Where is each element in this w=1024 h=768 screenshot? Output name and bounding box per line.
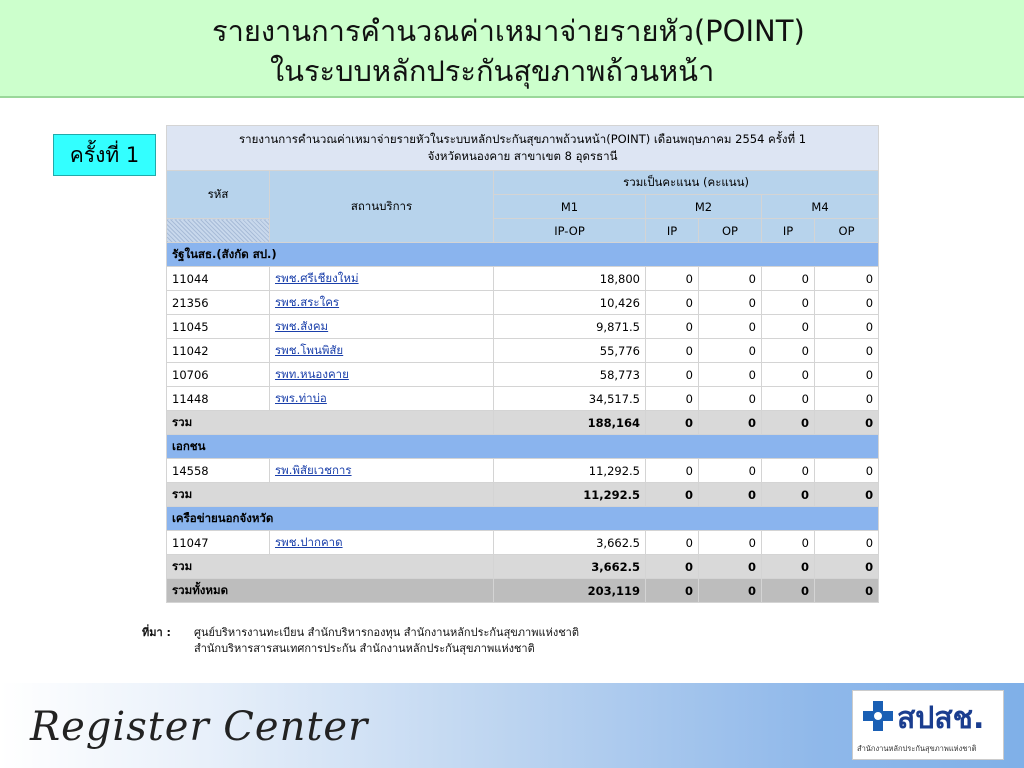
score-m4op: 0: [815, 267, 879, 291]
facility-code: 11044: [167, 267, 270, 291]
facility-code: 11045: [167, 315, 270, 339]
source-note: [142, 625, 579, 657]
score-m1: 3,662.5: [494, 531, 646, 555]
grand-total-label: รวมทั้งหมด: [167, 579, 494, 603]
score-m4ip: 0: [762, 531, 815, 555]
score-m2ip: 0: [646, 363, 699, 387]
subtotal-m1: 188,164: [494, 411, 646, 435]
table-row: [167, 387, 879, 411]
nhso-logo: [852, 690, 1004, 760]
score-m4ip: 0: [762, 267, 815, 291]
subtotal-label: รวม: [167, 411, 494, 435]
header-facility: สถานบริการ: [270, 171, 494, 243]
facility-code: 10706: [167, 363, 270, 387]
table-row: [167, 339, 879, 363]
subtotal-m4op: 0: [815, 555, 879, 579]
source-label: ที่มา :: [142, 626, 171, 639]
header-m2-op: OP: [699, 219, 762, 243]
score-m2op: 0: [699, 387, 762, 411]
facility-name-cell: [270, 531, 494, 555]
score-m2op: 0: [699, 291, 762, 315]
facility-name-cell: [270, 339, 494, 363]
score-m1: 58,773: [494, 363, 646, 387]
score-m2ip: 0: [646, 315, 699, 339]
subtotal-m1: 11,292.5: [494, 483, 646, 507]
grand-total-m1: 203,119: [494, 579, 646, 603]
facility-code: 11042: [167, 339, 270, 363]
score-m4op: 0: [815, 459, 879, 483]
section-title: เอกชน: [167, 435, 879, 459]
score-m2ip: 0: [646, 339, 699, 363]
facility-link[interactable]: รพช.สังคม: [275, 318, 329, 333]
score-m2ip: 0: [646, 267, 699, 291]
subtotal-m4op: 0: [815, 411, 879, 435]
facility-link[interactable]: รพช.โพนพิสัย: [275, 342, 344, 357]
score-m4op: 0: [815, 387, 879, 411]
table-row: [167, 459, 879, 483]
score-m2op: 0: [699, 531, 762, 555]
score-m4op: 0: [815, 363, 879, 387]
subtotal-m4ip: 0: [762, 555, 815, 579]
score-m1: 9,871.5: [494, 315, 646, 339]
table-row: [167, 363, 879, 387]
score-m1: 11,292.5: [494, 459, 646, 483]
subtotal-m2ip: 0: [646, 411, 699, 435]
score-m2ip: 0: [646, 291, 699, 315]
report-caption-line1: รายงานการคำนวณค่าเหมาจ่ายรายหัวในระบบหลักประกันสุขภาพถ้วนหน้า(POINT) เดือนพฤษภาคม 2554 ครั้งที่ 1: [238, 132, 807, 146]
header-code: รหัส: [167, 171, 270, 219]
score-m1: 18,800: [494, 267, 646, 291]
facility-code: 14558: [167, 459, 270, 483]
subtotal-m2ip: 0: [646, 483, 699, 507]
header-m4: M4: [762, 195, 879, 219]
subtotal-row: [167, 555, 879, 579]
score-m4ip: 0: [762, 291, 815, 315]
source-line2: สำนักบริหารสารสนเทศการประกัน สำนักงานหลักประกันสุขภาพแห่งชาติ: [194, 642, 535, 655]
score-m2op: 0: [699, 459, 762, 483]
subtotal-label: รวม: [167, 483, 494, 507]
header-code-hatch: [167, 219, 270, 243]
score-m2op: 0: [699, 267, 762, 291]
facility-link[interactable]: รพ.พิสัยเวชการ: [275, 462, 352, 477]
subtotal-row: [167, 483, 879, 507]
facility-name-cell: [270, 363, 494, 387]
cross-icon: [863, 701, 893, 731]
facility-name-cell: [270, 315, 494, 339]
source-line1: ศูนย์บริหารงานทะเบียน สำนักบริหารกองทุน สำนักงานหลักประกันสุขภาพแห่งชาติ: [194, 626, 579, 639]
subtotal-label: รวม: [167, 555, 494, 579]
subtotal-m2ip: 0: [646, 555, 699, 579]
table-row: [167, 267, 879, 291]
score-m2ip: 0: [646, 459, 699, 483]
table-row: [167, 315, 879, 339]
table-row: [167, 531, 879, 555]
table-row: [167, 291, 879, 315]
subtotal-m4ip: 0: [762, 411, 815, 435]
round-badge: ครั้งที่ 1: [53, 134, 156, 176]
grand-total-row: [167, 579, 879, 603]
subtotal-m4ip: 0: [762, 483, 815, 507]
facility-name-cell: [270, 291, 494, 315]
section-title: เครือข่ายนอกจังหวัด: [167, 507, 879, 531]
grand-total-m2op: 0: [699, 579, 762, 603]
score-m4ip: 0: [762, 363, 815, 387]
grand-total-m4ip: 0: [762, 579, 815, 603]
slide-title-line1: รายงานการคำนวณค่าเหมาจ่ายรายหัว(POINT): [212, 14, 805, 48]
score-m4ip: 0: [762, 459, 815, 483]
section-header: [167, 243, 879, 267]
header-m1-sub: IP-OP: [494, 219, 646, 243]
facility-link[interactable]: รพร.ท่าบ่อ: [275, 390, 327, 405]
report-caption-line2: จังหวัดหนองคาย สาขาเขต 8 อุดรธานี: [427, 149, 618, 163]
score-m4op: 0: [815, 339, 879, 363]
subtotal-m2op: 0: [699, 411, 762, 435]
header-m4-op: OP: [815, 219, 879, 243]
header-m4-ip: IP: [762, 219, 815, 243]
title-banner: [0, 0, 1024, 98]
score-m1: 55,776: [494, 339, 646, 363]
score-m4ip: 0: [762, 339, 815, 363]
header-m1: M1: [494, 195, 646, 219]
score-m2ip: 0: [646, 531, 699, 555]
score-m4op: 0: [815, 291, 879, 315]
score-m1: 34,517.5: [494, 387, 646, 411]
section-header: [167, 435, 879, 459]
facility-code: 11047: [167, 531, 270, 555]
subtotal-row: [167, 411, 879, 435]
logo-subtitle: สำนักงานหลักประกันสุขภาพแห่งชาติ: [857, 744, 977, 753]
logo-text: สปสช.: [897, 701, 985, 736]
score-m4op: 0: [815, 531, 879, 555]
score-m4op: 0: [815, 315, 879, 339]
facility-link[interactable]: รพช.ปากคาด: [275, 534, 343, 549]
brand-text: Register Center: [30, 704, 369, 750]
facility-code: 21356: [167, 291, 270, 315]
section-header: [167, 507, 879, 531]
facility-name-cell: [270, 267, 494, 291]
slide-title-line2: ในระบบหลักประกันสุขภาพถ้วนหน้า: [270, 54, 715, 88]
subtotal-m2op: 0: [699, 555, 762, 579]
subtotal-m4op: 0: [815, 483, 879, 507]
grand-total-m2ip: 0: [646, 579, 699, 603]
header-m2-ip: IP: [646, 219, 699, 243]
section-title: รัฐในสธ.(สังกัด สป.): [167, 243, 879, 267]
facility-name-cell: [270, 387, 494, 411]
facility-name-cell: [270, 459, 494, 483]
facility-link[interactable]: รพช.ศรีเชียงใหม่: [275, 270, 359, 285]
facility-link[interactable]: รพท.หนองคาย: [275, 366, 349, 381]
score-m2op: 0: [699, 363, 762, 387]
subtotal-m2op: 0: [699, 483, 762, 507]
facility-link[interactable]: รพช.สระใคร: [275, 294, 340, 309]
score-m2ip: 0: [646, 387, 699, 411]
report-caption: [167, 126, 879, 171]
header-group: รวมเป็นคะแนน (คะแนน): [494, 171, 879, 195]
facility-code: 11448: [167, 387, 270, 411]
report-table: [166, 125, 879, 603]
score-m2op: 0: [699, 315, 762, 339]
subtotal-m1: 3,662.5: [494, 555, 646, 579]
score-m4ip: 0: [762, 387, 815, 411]
score-m4ip: 0: [762, 315, 815, 339]
score-m1: 10,426: [494, 291, 646, 315]
header-m2: M2: [646, 195, 762, 219]
score-m2op: 0: [699, 339, 762, 363]
grand-total-m4op: 0: [815, 579, 879, 603]
